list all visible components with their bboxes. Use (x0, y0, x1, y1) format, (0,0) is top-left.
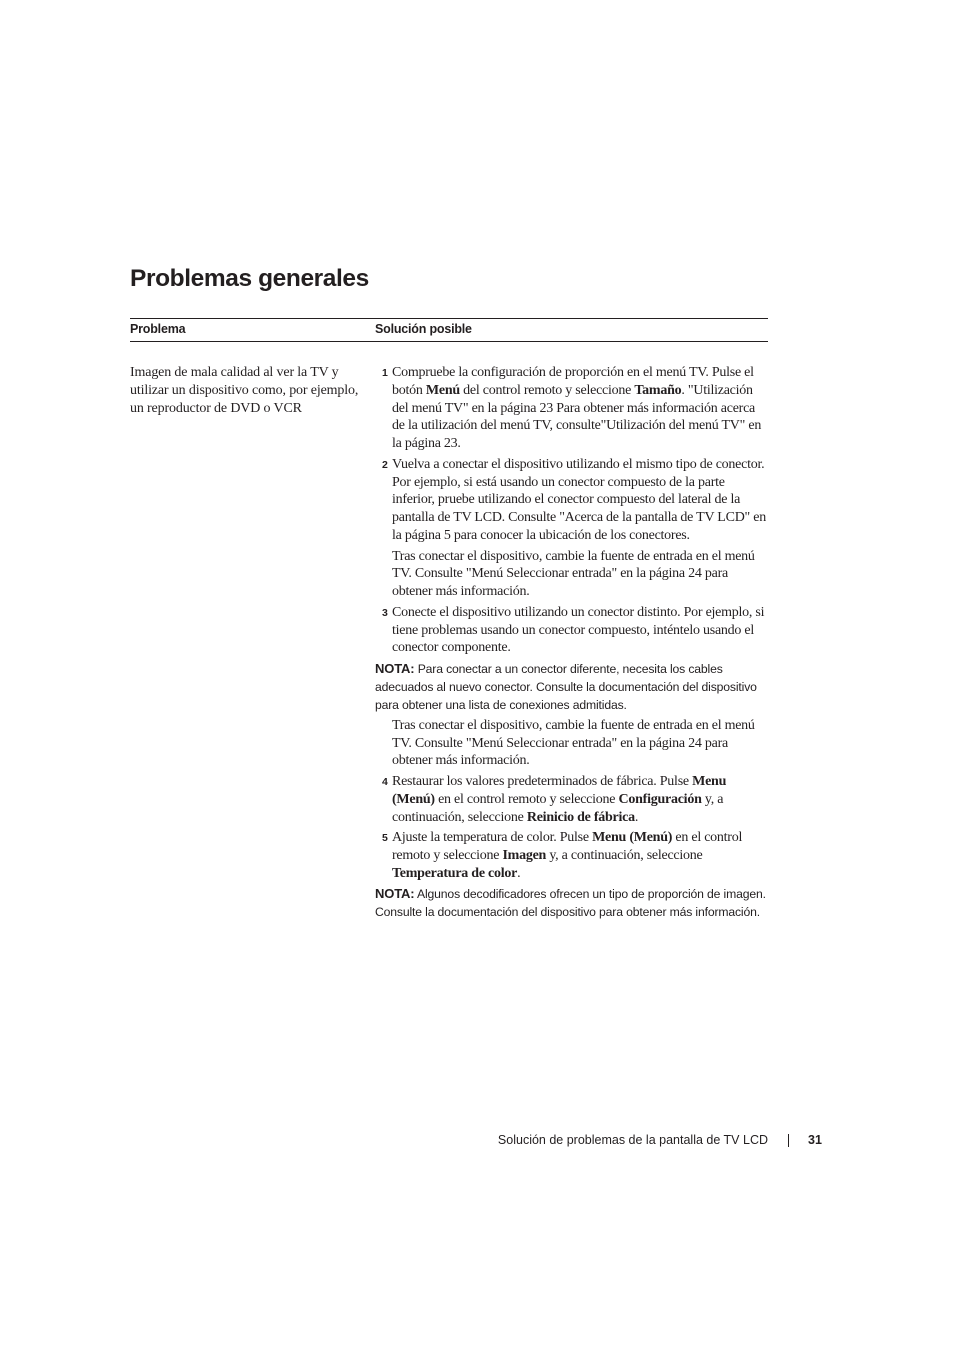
menu-term: Menu (Menú) (592, 830, 673, 846)
solution-step-2 (375, 456, 768, 545)
menu-term: Reinicio de fábrica (526, 809, 635, 825)
step-text: en el control remoto y seleccione (434, 791, 619, 807)
step-text: en el control remoto y seleccione (392, 830, 743, 863)
page-title: Problemas generales (130, 265, 369, 292)
menu-term: Temperatura de color (392, 865, 518, 881)
solution-paragraph: Tras conectar el dispositivo, cambie la fuente de entrada en el menú TV. Consulte "Menú Seleccionar entrada" en la página 24 para obtener más información. (392, 717, 755, 769)
step-text: y, a continuación, seleccione (546, 847, 703, 863)
solution-step-5 (375, 829, 768, 882)
step-number: 2 (382, 458, 388, 471)
step-text: del control remoto y seleccione (459, 382, 635, 398)
step-text: Vuelva a conectar el dispositivo utilizando el mismo tipo de conector. Por ejemplo, si está usando un conector compuesto de la parte inferior, pruebe utilizando el conector compuesto del lateral de la pantalla de TV LCD. Consulte "Acerca de la pantalla de TV LCD" en la página 5 para conocer la ubicación de los conectores. (392, 456, 766, 543)
note-block (375, 885, 768, 921)
column-header-problem: Problema (130, 322, 186, 336)
menu-term: Tamaño (634, 382, 682, 398)
solution-step-3 (375, 604, 768, 657)
note-text: Para conectar a un conector diferente, necesita los cables adecuados al nuevo conector. Consulte la documentación del dispositivo para obtener una lista de conexiones admitidas. (375, 661, 757, 712)
step-text: Ajuste la temperatura de color. Pulse (392, 830, 593, 846)
table-header (130, 318, 768, 342)
step-text: Restaurar los valores predeterminados de fábrica. Pulse (392, 773, 693, 789)
step-text: . (517, 865, 521, 881)
step-number: 1 (382, 367, 388, 379)
note-label: NOTA: (375, 886, 415, 902)
footer-divider (788, 1134, 789, 1147)
solution-step-4 (375, 773, 768, 826)
menu-term: Imagen (502, 847, 547, 863)
problem-cell: Imagen de mala calidad al ver la TV y utilizar un dispositivo como, por ejemplo, un reproductor de DVD o VCR (130, 365, 359, 416)
note-block (375, 660, 768, 714)
troubleshooting-table (130, 318, 768, 920)
solution-paragraph: Tras conectar el dispositivo, cambie la fuente de entrada en el menú TV. Consulte "Menú Seleccionar entrada" en la página 24 para obtener más información. (392, 548, 755, 600)
menu-term: Menu (Menú) (392, 773, 727, 807)
footer-section-title: Solución de problemas de la pantalla de TV LCD (497, 1133, 768, 1147)
step-text: . (634, 809, 639, 825)
note-text: Algunos decodificadores ofrecen un tipo de proporción de imagen. Consulte la documentación del dispositivo para obtener más información. (375, 887, 766, 920)
menu-term: Configuración (618, 791, 702, 807)
solution-cell (375, 364, 768, 924)
menu-term: Menú (425, 382, 460, 398)
column-header-solution: Solución posible (375, 322, 472, 336)
step-number: 4 (382, 775, 388, 788)
solution-step-1 (375, 364, 768, 453)
note-label: NOTA: (375, 660, 415, 676)
step-number: 3 (382, 606, 388, 619)
step-text: Compruebe la configuración de proporción en el menú TV. Pulse el botón (392, 365, 754, 398)
step-text: Conecte el dispositivo utilizando un conector distinto. Por ejemplo, si tiene problemas usando un conector compuesto, inténtelo usando el conector componente. (392, 604, 765, 656)
step-text: . "Utilización del menú TV" en la página 23 Para obtener más información acerca de la utilización del menú TV, consulte"Utilización del menú TV" en la página 23. (392, 382, 762, 452)
page-number: 31 (808, 1133, 822, 1147)
step-number: 5 (382, 832, 388, 845)
step-text: y, a continuación, seleccione (392, 791, 724, 825)
